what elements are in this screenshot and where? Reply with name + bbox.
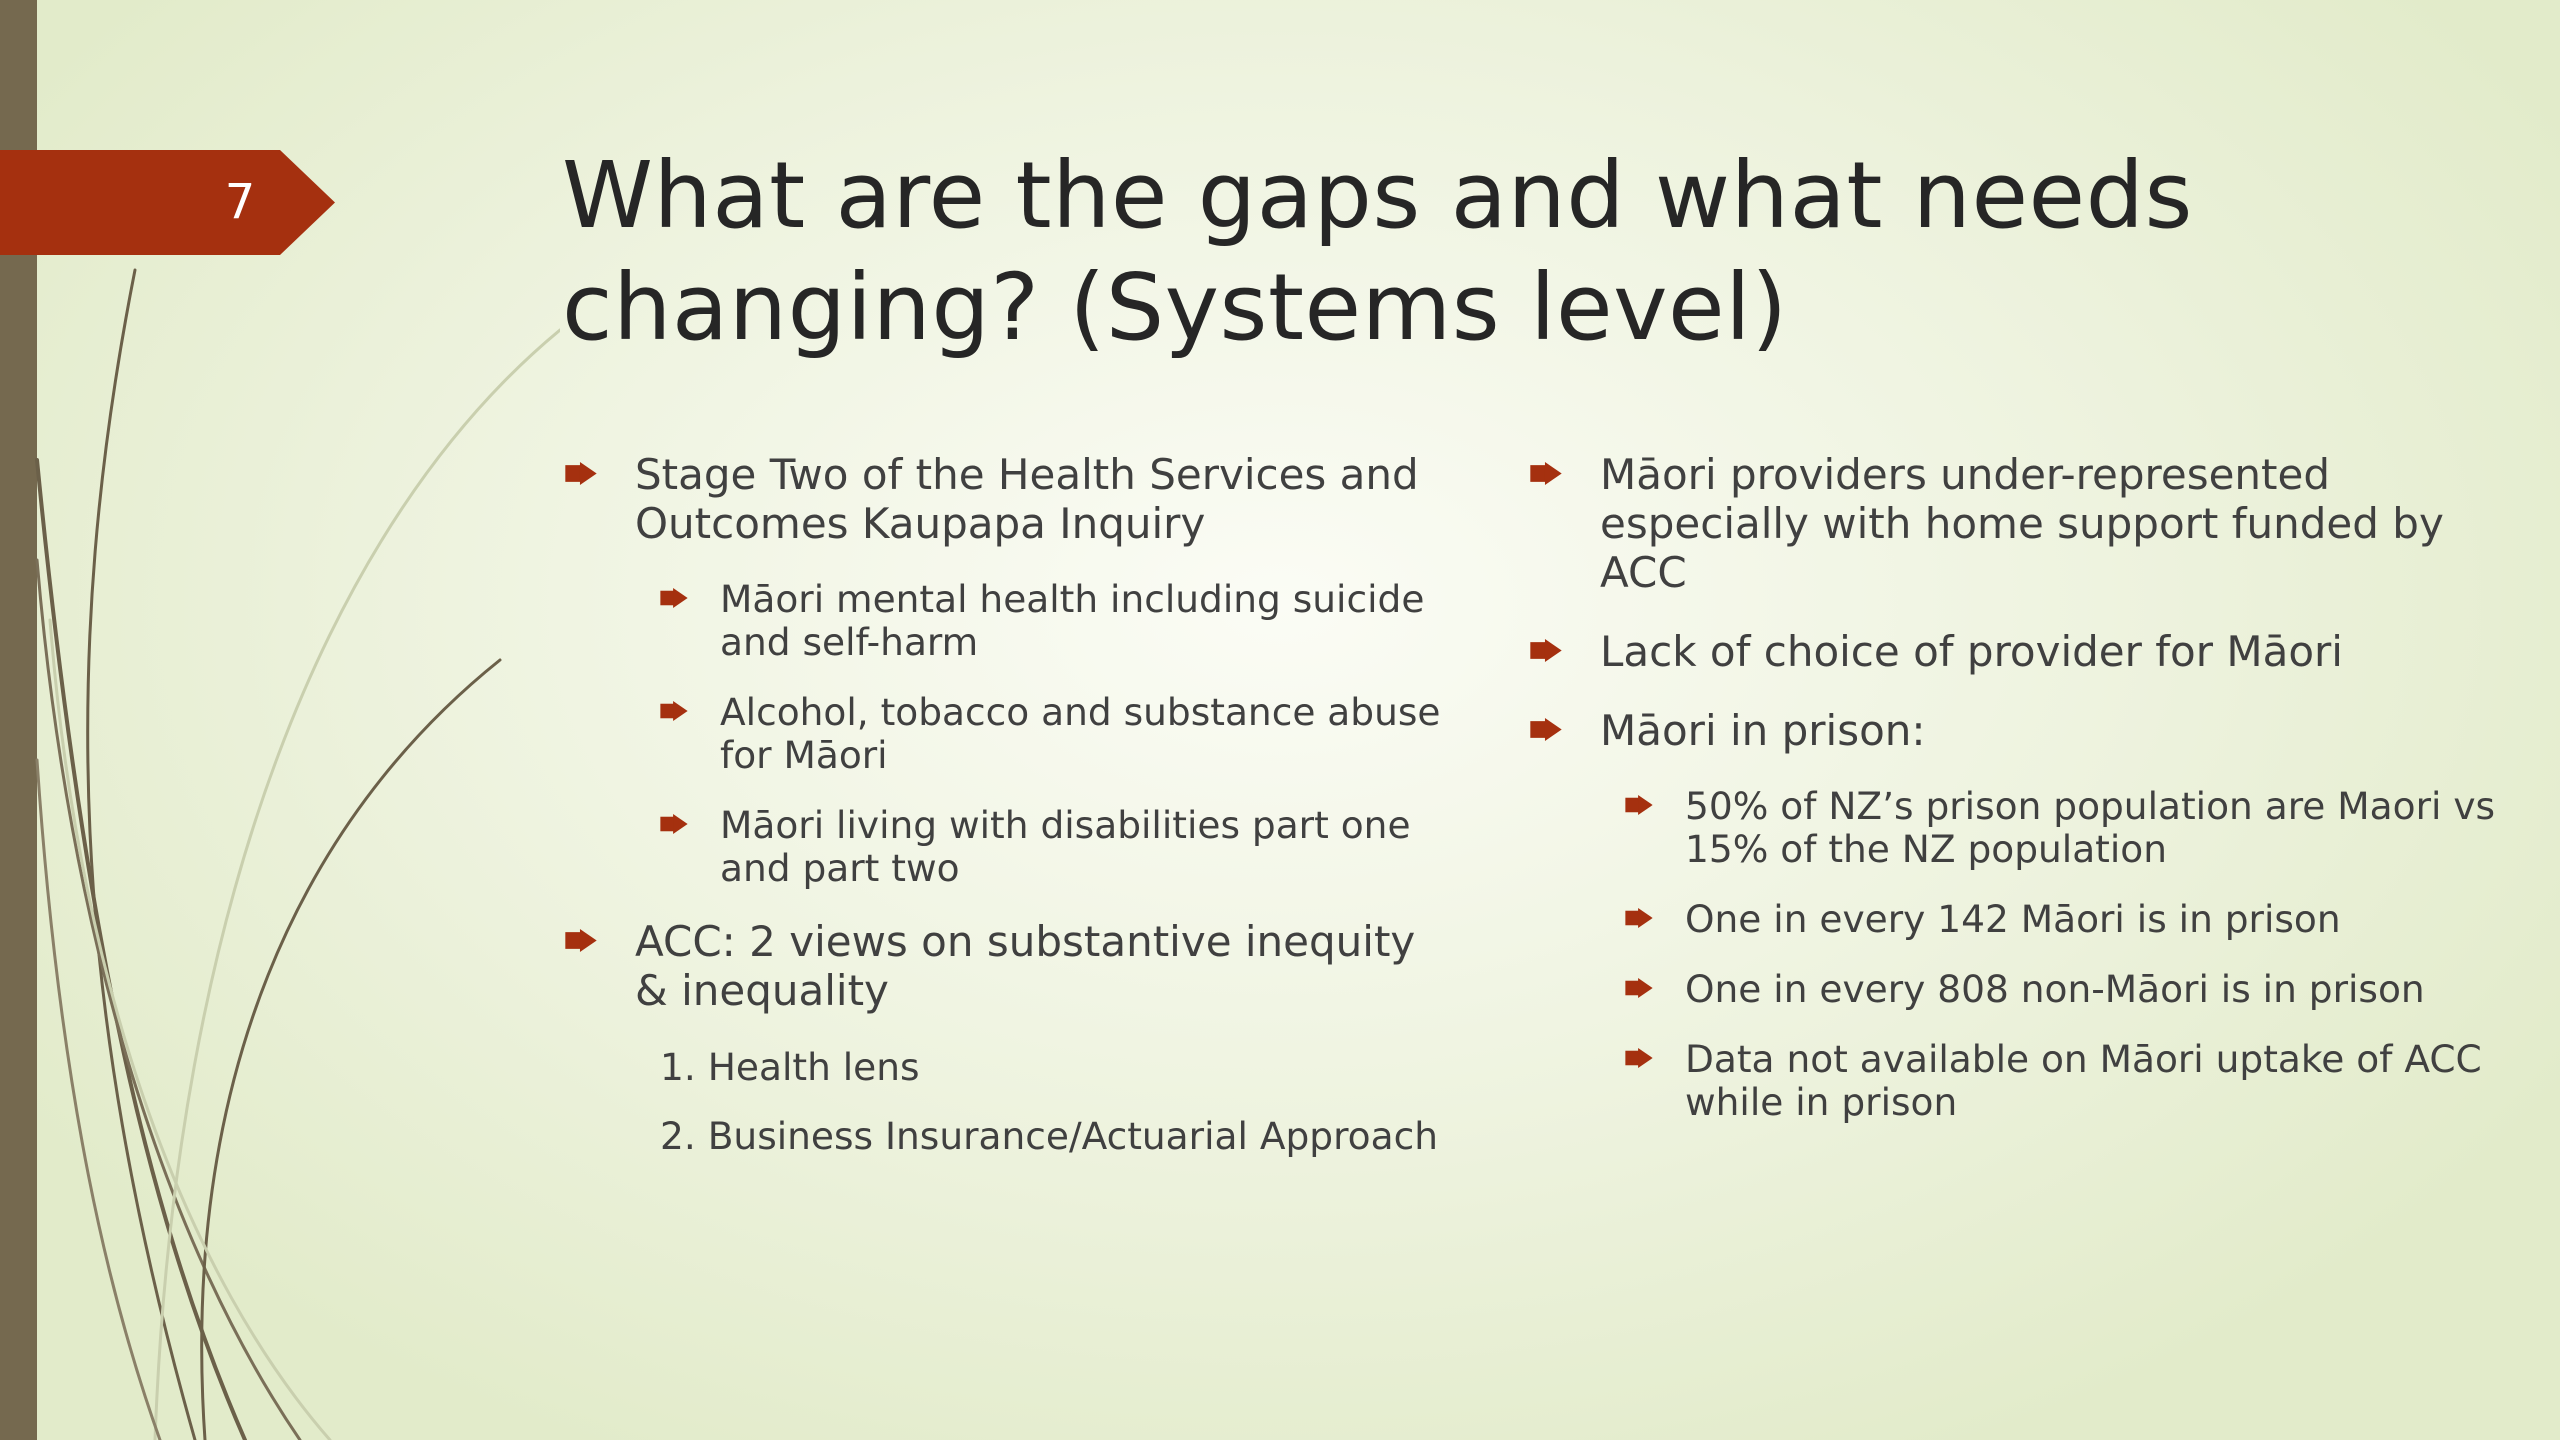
- arrow-bullet-icon: [660, 701, 688, 721]
- sub-bullet-item: [1525, 1038, 2535, 1124]
- numbered-list-item: [560, 1045, 1460, 1089]
- arrow-bullet-icon: [565, 462, 597, 485]
- sub-bullet-item: [560, 804, 1460, 890]
- sub-bullet-item: [1525, 968, 2535, 1011]
- arrow-bullet-icon: [1530, 639, 1562, 662]
- arrow-bullet-icon: [1530, 718, 1562, 741]
- arrow-bullet-icon: [1625, 908, 1653, 928]
- bullet-text: Alcohol, tobacco and substance abuse for Māori: [720, 690, 1441, 777]
- bullet-text: Māori providers under-represented especially with home support funded by ACC: [1600, 450, 2444, 597]
- slide-number: 7: [224, 174, 256, 230]
- slide-title: What are the gaps and what needs changing? (Systems level): [562, 142, 2193, 361]
- bullet-item: [560, 917, 1460, 1015]
- right-content-column: [1525, 450, 2535, 1151]
- bullet-text: ACC: 2 views on substantive inequity & inequality: [635, 917, 1416, 1015]
- arrow-bullet-icon: [1625, 978, 1653, 998]
- bullet-text: 50% of NZ’s prison population are Maori vs 15% of the NZ population: [1685, 784, 2496, 871]
- bullet-text: 2. Business Insurance/Actuarial Approach: [660, 1114, 1438, 1158]
- bullet-text: Māori mental health including suicide and self-harm: [720, 577, 1425, 664]
- left-content-column: [560, 450, 1460, 1183]
- bullet-text: Māori in prison:: [1600, 706, 1926, 755]
- sub-bullet-item: [560, 578, 1460, 664]
- numbered-list-item: [560, 1114, 1460, 1158]
- bullet-text: Māori living with disabilities part one and part two: [720, 803, 1411, 890]
- bullet-text: 1. Health lens: [660, 1045, 920, 1089]
- bullet-item: [1525, 627, 2535, 676]
- bullet-text: One in every 808 non-Māori is in prison: [1685, 967, 2425, 1011]
- arrow-bullet-icon: [1530, 462, 1562, 485]
- bullet-text: Data not available on Māori uptake of ACC while in prison: [1685, 1037, 2482, 1124]
- bullet-item: [1525, 706, 2535, 755]
- bullet-item: [1525, 450, 2535, 597]
- sub-bullet-item: [1525, 785, 2535, 871]
- bullet-text: Stage Two of the Health Services and Outcomes Kaupapa Inquiry: [635, 450, 1419, 548]
- arrow-bullet-icon: [660, 588, 688, 608]
- sub-bullet-item: [560, 691, 1460, 777]
- arrow-bullet-icon: [1625, 1048, 1653, 1068]
- bullet-text: Lack of choice of provider for Māori: [1600, 627, 2343, 676]
- sub-bullet-item: [1525, 898, 2535, 941]
- arrow-bullet-icon: [1625, 795, 1653, 815]
- bullet-text: One in every 142 Māori is in prison: [1685, 897, 2341, 941]
- slide-number-tab: [0, 150, 335, 255]
- bullet-item: [560, 450, 1460, 548]
- arrow-bullet-icon: [660, 814, 688, 834]
- arrow-bullet-icon: [565, 929, 597, 952]
